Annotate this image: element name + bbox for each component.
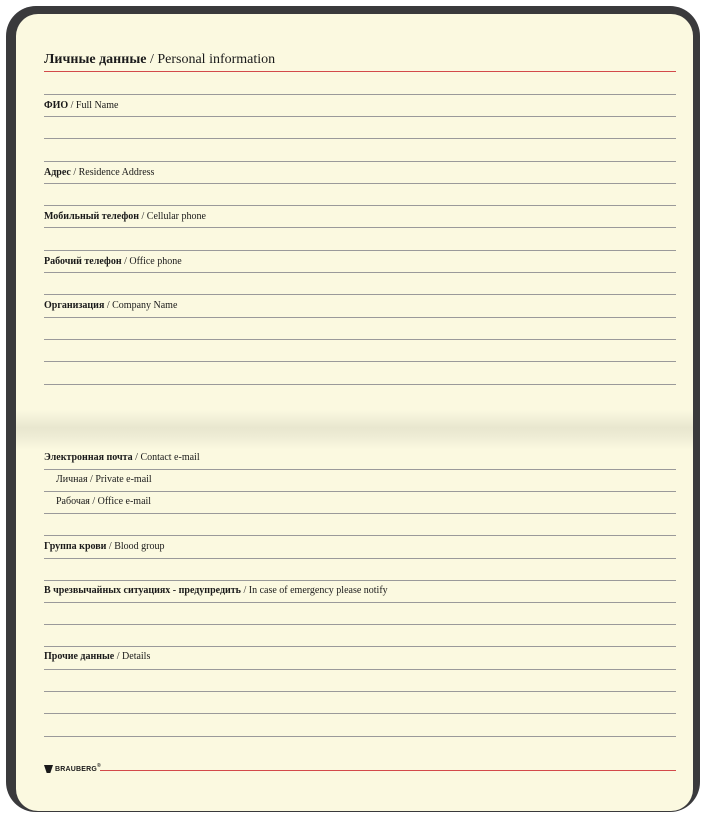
blood-line[interactable] — [44, 558, 676, 559]
details-label — [44, 651, 150, 663]
ruled-line — [44, 535, 676, 536]
company-line[interactable] — [44, 339, 676, 340]
details-line[interactable] — [44, 691, 676, 692]
blood-label-en: / Blood group — [106, 541, 165, 552]
email-private-line[interactable] — [44, 491, 676, 492]
page-title-ru: Личные данные — [44, 52, 147, 67]
details-line[interactable] — [44, 736, 676, 737]
company-line[interactable] — [44, 384, 676, 385]
page-fold — [16, 410, 693, 450]
brand-name: BRAUBERG — [55, 765, 98, 773]
page-title-en: / Personal information — [146, 52, 276, 67]
details-label-en: / Details — [114, 651, 151, 662]
address-line[interactable] — [44, 183, 676, 184]
details-label-ru: Прочие данные — [44, 651, 115, 662]
company-line[interactable] — [44, 317, 676, 318]
blood-line[interactable] — [44, 580, 676, 581]
full-name-label-ru: ФИО — [44, 100, 69, 111]
email-office-label: Рабочая / Office e-mail — [56, 496, 152, 507]
emergency-line[interactable] — [44, 624, 676, 625]
details-line[interactable] — [44, 713, 676, 714]
mobile-line[interactable] — [44, 250, 676, 251]
mobile-label — [44, 211, 206, 223]
email-private-label: Личная / Private e-mail — [56, 474, 152, 485]
emergency-line[interactable] — [44, 646, 676, 647]
full-name-line[interactable] — [44, 138, 676, 139]
work-phone-label-en: / Office phone — [121, 256, 182, 267]
brand-reg: ® — [97, 763, 101, 769]
mobile-line[interactable] — [44, 227, 676, 228]
ruled-line — [44, 469, 676, 470]
emergency-label-ru: В чрезвычайных ситуациях - предупредить — [44, 585, 241, 596]
address-label — [44, 167, 154, 179]
mobile-label-en: / Cellular phone — [139, 211, 206, 222]
brand-logo — [44, 763, 101, 775]
emergency-label — [44, 585, 388, 597]
work-phone-line[interactable] — [44, 294, 676, 295]
emergency-label-en: / In case of emergency please notify — [240, 585, 388, 596]
brand-mark-icon — [44, 765, 53, 773]
blood-label-ru: Группа крови — [44, 541, 107, 552]
emergency-line[interactable] — [44, 602, 676, 603]
company-label-ru: Организация — [44, 300, 105, 311]
email-label — [44, 452, 200, 464]
email-label-ru: Электронная почта — [44, 452, 133, 463]
blood-label — [44, 541, 164, 553]
page-title — [44, 52, 275, 68]
address-label-ru: Адрес — [44, 167, 71, 178]
email-office-line[interactable] — [44, 513, 676, 514]
company-label-en: / Company Name — [104, 300, 178, 311]
footer-line — [100, 770, 676, 771]
email-label-en: / Contact e-mail — [132, 452, 200, 463]
work-phone-label — [44, 256, 182, 268]
mobile-label-ru: Мобильный телефон — [44, 211, 139, 222]
full-name-label — [44, 100, 118, 112]
company-label — [44, 300, 177, 312]
ruled-line — [44, 94, 676, 95]
full-name-line[interactable] — [44, 116, 676, 117]
work-phone-label-ru: Рабочий телефон — [44, 256, 122, 267]
address-line[interactable] — [44, 205, 676, 206]
full-name-label-en: / Full Name — [68, 100, 119, 111]
ruled-line — [44, 161, 676, 162]
address-label-en: / Residence Address — [70, 167, 155, 178]
notebook-page — [16, 14, 693, 811]
details-line[interactable] — [44, 669, 676, 670]
work-phone-line[interactable] — [44, 272, 676, 273]
title-underline — [44, 71, 676, 72]
company-line[interactable] — [44, 361, 676, 362]
